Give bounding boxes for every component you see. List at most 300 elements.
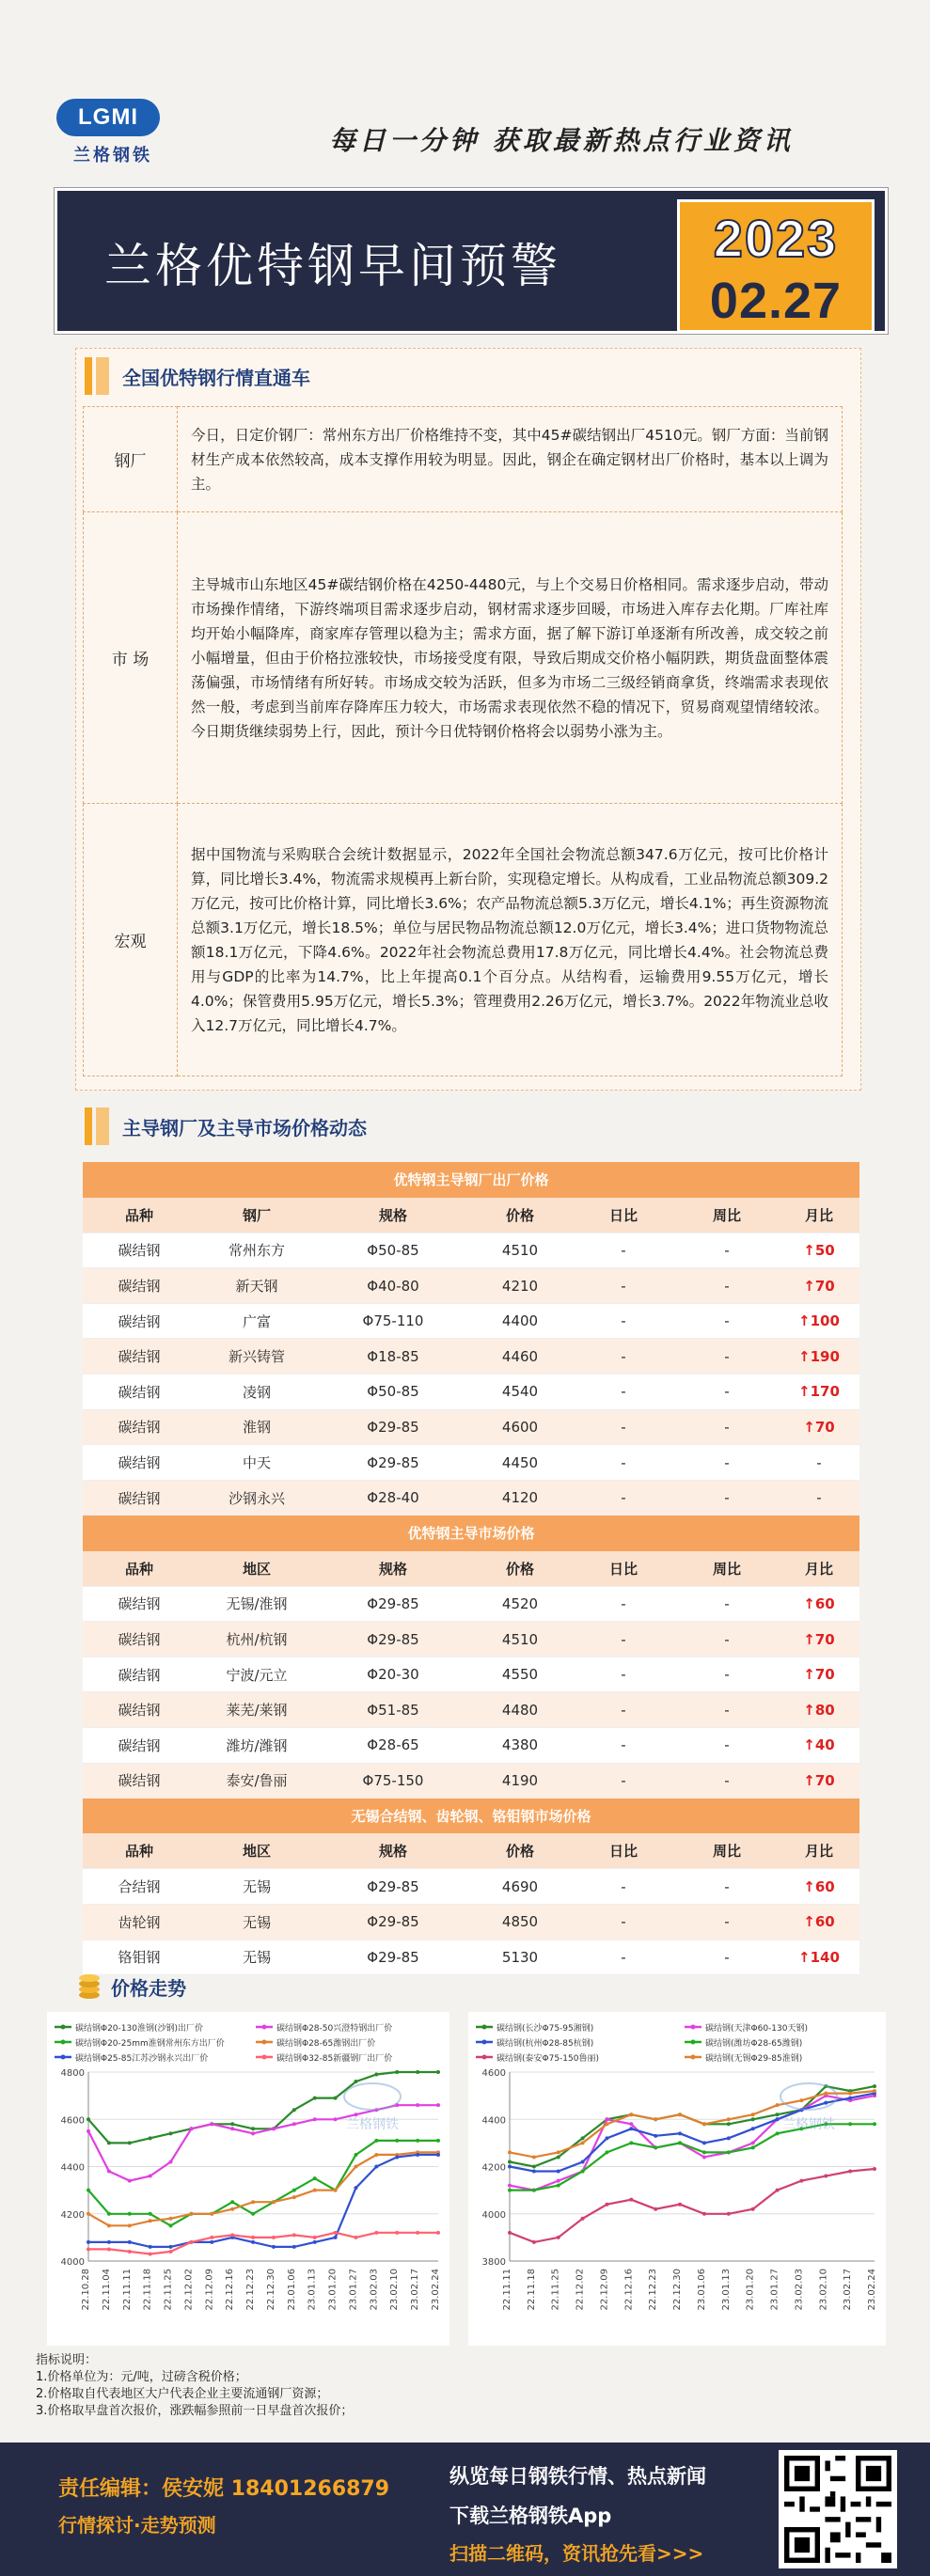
table-cell: 合结钢	[83, 1869, 196, 1905]
x-tick-label: 22.12.30	[672, 2269, 684, 2311]
y-tick-label: 4600	[481, 2068, 506, 2079]
legend-marker	[691, 2040, 696, 2045]
data-point	[210, 2240, 213, 2244]
data-point	[374, 2139, 378, 2143]
data-point	[848, 2097, 852, 2100]
table-cell: Φ28-40	[318, 1480, 468, 1516]
table-row	[83, 1480, 859, 1516]
legend-marker	[482, 2040, 487, 2045]
table-cell: -	[675, 1374, 779, 1410]
table-cell: -	[675, 1904, 779, 1940]
table-cell: ↑140	[779, 1940, 859, 1975]
table-cell: -	[572, 1268, 675, 1304]
data-point	[581, 2217, 585, 2221]
legend-label: 碳结钢Φ28-65潍钢出厂价	[276, 2039, 376, 2049]
table-band	[83, 1162, 859, 1198]
data-point	[824, 2101, 828, 2105]
logo-subtitle: 兰格钢铁	[73, 146, 152, 165]
data-point	[169, 2217, 173, 2221]
x-tick-label: 22.12.09	[599, 2269, 610, 2311]
news-label: 市 场	[84, 512, 178, 804]
table-cell: -	[572, 1445, 675, 1481]
data-point	[107, 2247, 111, 2251]
table-cell: -	[675, 1586, 779, 1622]
column-header: 日比	[572, 1833, 675, 1869]
series-line	[510, 2124, 875, 2190]
data-point	[751, 2145, 755, 2149]
table-cell: 无锡	[196, 1869, 318, 1905]
data-point	[605, 2150, 608, 2154]
table-cell: 碳结钢	[83, 1763, 196, 1798]
section-bar-icon	[85, 357, 92, 395]
table-cell: -	[675, 1233, 779, 1268]
data-point	[776, 2113, 780, 2116]
table-cell: ↑40	[779, 1728, 859, 1764]
table-cell: ↑60	[779, 1586, 859, 1622]
header	[0, 0, 930, 188]
data-point	[87, 2117, 90, 2121]
table-cell: -	[675, 1480, 779, 1516]
table-cell: 宁波/元立	[196, 1657, 318, 1692]
data-point	[678, 2131, 682, 2135]
table-row	[83, 1657, 859, 1692]
y-tick-label: 4000	[481, 2209, 506, 2221]
table-cell: -	[675, 1763, 779, 1798]
data-point	[210, 2212, 213, 2216]
table-row	[83, 1728, 859, 1764]
data-point	[313, 2189, 317, 2192]
data-point	[557, 2236, 560, 2239]
data-point	[532, 2165, 536, 2169]
data-point	[272, 2236, 276, 2239]
table-cell: 碳结钢	[83, 1586, 196, 1622]
table-row	[83, 1339, 859, 1374]
x-tick-label: 22.12.02	[575, 2269, 586, 2311]
table-cell: Φ75-110	[318, 1303, 468, 1339]
x-tick-label: 23.01.20	[327, 2269, 339, 2311]
table-band-title: 优特钢主导市场价格	[83, 1516, 859, 1551]
section-bar-icon	[85, 1107, 92, 1145]
table-cell: 泰安/鲁丽	[196, 1763, 318, 1798]
table-cell: Φ20-30	[318, 1657, 468, 1692]
data-point	[416, 2139, 419, 2143]
column-header: 品种	[83, 1551, 196, 1587]
data-point	[189, 2212, 193, 2216]
section-header-prices	[85, 1107, 367, 1145]
data-point	[416, 2153, 419, 2157]
y-tick-label: 4600	[60, 2115, 85, 2127]
trend-title: 价格走势	[111, 1976, 186, 2000]
data-point	[251, 2240, 255, 2244]
table-cell: 4380	[468, 1728, 572, 1764]
data-point	[678, 2203, 682, 2207]
section-header-news	[85, 357, 310, 395]
data-point	[230, 2200, 234, 2204]
column-header: 规格	[318, 1833, 468, 1869]
column-header: 品种	[83, 1198, 196, 1233]
data-point	[169, 2160, 173, 2163]
data-point	[654, 2117, 657, 2121]
legend-marker	[691, 2025, 696, 2030]
footnote-line: 3.价格取早盘首次报价，涨跌幅参照前一日早盘首次报价；	[36, 2404, 354, 2418]
table-header-row	[83, 1833, 859, 1869]
table-cell: 碳结钢	[83, 1268, 196, 1304]
table-cell: Φ50-85	[318, 1374, 468, 1410]
data-point	[354, 2113, 357, 2116]
x-tick-label: 22.12.02	[183, 2269, 195, 2311]
table-cell: ↑70	[779, 1657, 859, 1692]
data-point	[678, 2113, 682, 2116]
data-point	[629, 2198, 633, 2202]
footnote-title: 指标说明：	[36, 2353, 98, 2367]
series-line	[510, 2094, 875, 2172]
x-tick-label: 22.12.23	[245, 2269, 257, 2311]
data-point	[292, 2245, 296, 2249]
x-tick-label: 23.01.13	[307, 2269, 318, 2311]
legend-marker	[482, 2025, 487, 2030]
data-point	[508, 2150, 512, 2154]
date-day: 02.27	[709, 273, 843, 329]
y-tick-label: 4800	[60, 2068, 85, 2079]
table-cell: 凌钢	[196, 1374, 318, 1410]
series-line	[88, 2141, 438, 2225]
news-row	[84, 512, 843, 804]
data-point	[751, 2113, 755, 2116]
section-bar-icon	[96, 1107, 109, 1145]
data-point	[334, 2231, 338, 2235]
legend-label: 碳结钢(泰安Φ75-150鲁丽)	[497, 2054, 599, 2064]
data-point	[251, 2127, 255, 2130]
data-point	[189, 2127, 193, 2130]
table-cell: 碳结钢	[83, 1480, 196, 1516]
data-point	[272, 2245, 276, 2249]
footer-tagline: 行情探讨·走势预测	[58, 2514, 216, 2537]
data-point	[799, 2179, 803, 2183]
data-point	[727, 2150, 731, 2154]
data-point	[87, 2247, 90, 2251]
table-cell: 常州东方	[196, 1233, 318, 1268]
data-point	[169, 2245, 173, 2249]
table-cell: -	[572, 1233, 675, 1268]
data-point	[702, 2212, 706, 2216]
data-point	[149, 2212, 152, 2216]
table-cell: 新天钢	[196, 1268, 318, 1304]
watermark-logo	[344, 2083, 401, 2110]
footnote-line: 1.价格单位为：元/吨，过磅含税价格；	[36, 2370, 247, 2384]
table-cell: Φ29-85	[318, 1445, 468, 1481]
table-cell: 碳结钢	[83, 1657, 196, 1692]
data-point	[776, 2117, 780, 2121]
table-cell: -	[572, 1692, 675, 1728]
x-tick-label: 22.11.18	[526, 2269, 537, 2311]
table-cell: 莱芜/莱钢	[196, 1692, 318, 1728]
table-cell: -	[675, 1622, 779, 1657]
data-point	[313, 2240, 317, 2244]
table-cell: -	[675, 1445, 779, 1481]
data-point	[230, 2127, 234, 2130]
data-point	[727, 2212, 731, 2216]
data-point	[436, 2070, 440, 2074]
data-point	[799, 2098, 803, 2102]
data-point	[532, 2240, 536, 2244]
x-tick-label: 22.12.16	[623, 2269, 635, 2311]
table-cell: -	[779, 1445, 859, 1481]
data-point	[508, 2184, 512, 2188]
data-point	[776, 2189, 780, 2192]
column-header: 价格	[468, 1198, 572, 1233]
y-tick-label: 4000	[60, 2257, 85, 2268]
column-header: 钢厂	[196, 1198, 318, 1233]
qr-code-icon[interactable]	[779, 2450, 897, 2568]
table-cell: Φ29-85	[318, 1869, 468, 1905]
legend-label: 碳结钢Φ28-50兴澄特钢出厂价	[276, 2024, 393, 2034]
data-point	[654, 2145, 657, 2149]
table-band-title: 无锡合结钢、齿轮钢、铬钼钢市场价格	[83, 1798, 859, 1834]
news-text: 据中国物流与采购联合会统计数据显示，2022年全国社会物流总额347.6万亿元，按可比价格计算，同比增长3.4%，物流需求规模再上新台阶，实现稳定增长。从构成看，工业品物流总额309.2万亿元，按可比价格计算，同比增长3.6%；农产品物流总额5.3万亿元，增长4.1%；再生资源物流总额3.1万亿元，增长18.5%；单位与居民物品物流总额12.0万亿元，增长3.4%；进口货物物流总额18.1万亿元，下降4.6%。2022年社会物流总费用17.8万亿元，同比增长4.4%。社会物流总费用与GDP的比率为14.7%，比上年提高0.1个百分点。从结构看，运输费用9.55万亿元，增长4.0%；保管费用5.95万亿元，增长5.3%；管理费用2.26万亿元，增长3.7%。2022年物流业总收入12.7万亿元，同比增长4.7%。	[178, 804, 843, 1076]
data-point	[251, 2200, 255, 2204]
x-tick-label: 22.11.11	[121, 2269, 133, 2311]
footnotes	[36, 2352, 353, 2420]
table-cell: -	[675, 1303, 779, 1339]
table-cell: Φ29-85	[318, 1940, 468, 1975]
data-point	[581, 2141, 585, 2144]
data-point	[354, 2080, 357, 2083]
x-tick-label: 23.02.17	[843, 2269, 854, 2311]
data-point	[169, 2223, 173, 2227]
legend-label: 碳结钢(长沙Φ75-95湘钢)	[497, 2024, 594, 2034]
data-point	[416, 2231, 419, 2235]
data-point	[848, 2170, 852, 2174]
y-tick-label: 4200	[60, 2209, 85, 2221]
logo-mark: LGMI	[56, 99, 160, 136]
x-tick-label: 23.01.27	[769, 2269, 780, 2311]
x-tick-label: 23.02.17	[410, 2269, 421, 2311]
table-row	[83, 1445, 859, 1481]
data-point	[436, 2231, 440, 2235]
data-point	[210, 2236, 213, 2239]
column-header: 品种	[83, 1833, 196, 1869]
data-point	[334, 2236, 338, 2239]
legend-marker	[61, 2040, 66, 2045]
data-point	[292, 2233, 296, 2237]
data-point	[313, 2176, 317, 2180]
legend-label: 碳结钢(杭州Φ28-85杭钢)	[497, 2039, 594, 2049]
data-point	[532, 2155, 536, 2159]
table-cell: 碳结钢	[83, 1445, 196, 1481]
table-cell: 无锡	[196, 1940, 318, 1975]
data-point	[230, 2122, 234, 2126]
table-cell: 广富	[196, 1303, 318, 1339]
chart-svg	[468, 2012, 886, 2346]
data-point	[702, 2155, 706, 2159]
data-point	[751, 2207, 755, 2211]
x-tick-label: 23.01.20	[745, 2269, 756, 2311]
data-point	[169, 2250, 173, 2254]
data-point	[230, 2207, 234, 2211]
table-cell: 4510	[468, 1233, 572, 1268]
table-cell: Φ51-85	[318, 1692, 468, 1728]
data-point	[436, 2153, 440, 2157]
data-point	[581, 2136, 585, 2140]
data-point	[354, 2165, 357, 2169]
legend-marker	[262, 2040, 267, 2045]
data-point	[272, 2200, 276, 2204]
promo-app[interactable]: 下载兰格钢铁App	[449, 2505, 612, 2527]
x-tick-label: 23.02.03	[369, 2269, 380, 2311]
table-header-row	[83, 1198, 859, 1233]
data-point	[354, 2186, 357, 2190]
legend-label: 碳结钢(无锡Φ29-85淮钢)	[705, 2054, 803, 2064]
data-point	[557, 2155, 560, 2159]
data-point	[508, 2231, 512, 2235]
y-tick-label: 4200	[481, 2162, 506, 2174]
data-point	[128, 2141, 132, 2144]
table-cell: -	[675, 1409, 779, 1445]
table-cell: ↑60	[779, 1869, 859, 1905]
y-tick-label: 4400	[60, 2162, 85, 2174]
table-cell: 碳结钢	[83, 1303, 196, 1339]
watermark-text: 兰格钢铁	[782, 2117, 835, 2132]
column-header: 月比	[779, 1198, 859, 1233]
data-point	[416, 2070, 419, 2074]
table-cell: ↑50	[779, 1233, 859, 1268]
column-header: 月比	[779, 1551, 859, 1587]
data-point	[107, 2212, 111, 2216]
data-point	[87, 2129, 90, 2133]
data-point	[873, 2167, 876, 2171]
date-badge	[677, 199, 875, 333]
data-point	[848, 2122, 852, 2126]
legend-label: 碳结钢Φ20-130淮钢(沙钢)出厂价	[75, 2024, 203, 2034]
x-tick-label: 22.12.23	[648, 2269, 659, 2311]
column-header: 价格	[468, 1833, 572, 1869]
table-cell: Φ18-85	[318, 1339, 468, 1374]
data-point	[557, 2184, 560, 2188]
table-band	[83, 1516, 859, 1551]
trend-header	[77, 1972, 186, 2001]
table-cell: 齿轮钢	[83, 1904, 196, 1940]
data-point	[128, 2240, 132, 2244]
data-point	[87, 2212, 90, 2216]
data-point	[292, 2189, 296, 2192]
table-cell: 4210	[468, 1268, 572, 1304]
table-cell: 4850	[468, 1904, 572, 1940]
brand-logo[interactable]	[56, 99, 169, 174]
table-cell: 4510	[468, 1622, 572, 1657]
data-point	[629, 2113, 633, 2116]
data-point	[848, 2092, 852, 2096]
data-point	[128, 2212, 132, 2216]
table-cell: -	[675, 1728, 779, 1764]
data-point	[581, 2160, 585, 2163]
data-point	[128, 2250, 132, 2254]
table-row	[83, 1904, 859, 1940]
data-point	[334, 2097, 338, 2100]
data-point	[334, 2189, 338, 2192]
table-row	[83, 1409, 859, 1445]
data-point	[557, 2179, 560, 2183]
data-point	[824, 2092, 828, 2096]
table-cell: -	[675, 1339, 779, 1374]
x-tick-label: 22.11.25	[163, 2269, 174, 2311]
data-point	[751, 2127, 755, 2130]
x-tick-label: 22.12.30	[265, 2269, 276, 2311]
data-point	[395, 2070, 399, 2074]
data-point	[751, 2141, 755, 2144]
table-cell: -	[675, 1869, 779, 1905]
data-point	[230, 2233, 234, 2237]
legend-label: 碳结钢Φ20-25mm淮钢常州东方出厂价	[75, 2039, 225, 2049]
data-point	[107, 2170, 111, 2174]
table-cell: -	[572, 1728, 675, 1764]
legend-label: 碳结钢Φ32-85新疆钢厂出厂价	[276, 2054, 393, 2064]
data-point	[629, 2141, 633, 2144]
data-point	[751, 2117, 755, 2121]
x-tick-label: 22.11.11	[502, 2269, 512, 2311]
table-cell: Φ29-85	[318, 1904, 468, 1940]
editor-contact: 责任编辑：侯安妮 18401266879	[58, 2477, 390, 2501]
news-label: 宏观	[84, 804, 178, 1076]
table-cell: 无锡/淮钢	[196, 1586, 318, 1622]
column-header: 周比	[675, 1551, 779, 1587]
table-cell: -	[572, 1940, 675, 1975]
table-cell: 4690	[468, 1869, 572, 1905]
table-row	[83, 1303, 859, 1339]
table-cell: Φ29-85	[318, 1586, 468, 1622]
table-cell: 4120	[468, 1480, 572, 1516]
column-header: 周比	[675, 1198, 779, 1233]
table-cell: 4450	[468, 1445, 572, 1481]
x-tick-label: 23.02.10	[818, 2269, 829, 2311]
watermark-text: 兰格钢铁	[346, 2117, 399, 2132]
series-line	[510, 2096, 875, 2191]
table-row	[83, 1374, 859, 1410]
data-point	[702, 2150, 706, 2154]
chart-svg	[47, 2012, 449, 2346]
table-cell: 碳结钢	[83, 1409, 196, 1445]
data-point	[210, 2122, 213, 2126]
data-point	[654, 2134, 657, 2138]
data-point	[824, 2175, 828, 2178]
table-cell: 碳结钢	[83, 1339, 196, 1374]
table-header-row	[83, 1551, 859, 1587]
table-cell: 4460	[468, 1339, 572, 1374]
data-point	[354, 2236, 357, 2239]
data-point	[149, 2252, 152, 2255]
table-cell: 4400	[468, 1303, 572, 1339]
data-point	[149, 2219, 152, 2223]
table-cell: 新兴铸管	[196, 1339, 318, 1374]
x-tick-label: 22.11.18	[142, 2269, 153, 2311]
table-cell: Φ75-150	[318, 1763, 468, 1798]
header-slogan: 每日一分钟 获取最新热点行业资讯	[329, 125, 794, 156]
x-tick-label: 23.01.06	[696, 2269, 707, 2311]
table-cell: 潍坊/潍钢	[196, 1728, 318, 1764]
x-tick-label: 23.02.24	[867, 2269, 877, 2311]
data-point	[727, 2122, 731, 2126]
table-row	[83, 1763, 859, 1798]
data-point	[395, 2139, 399, 2143]
table-cell: -	[675, 1940, 779, 1975]
table-cell: 中天	[196, 1445, 318, 1481]
table-cell: -	[572, 1622, 675, 1657]
y-tick-label: 3800	[481, 2257, 506, 2268]
table-cell: -	[572, 1339, 675, 1374]
table-cell: ↑70	[779, 1409, 859, 1445]
data-point	[272, 2127, 276, 2130]
data-point	[395, 2231, 399, 2235]
x-tick-label: 23.01.06	[286, 2269, 297, 2311]
